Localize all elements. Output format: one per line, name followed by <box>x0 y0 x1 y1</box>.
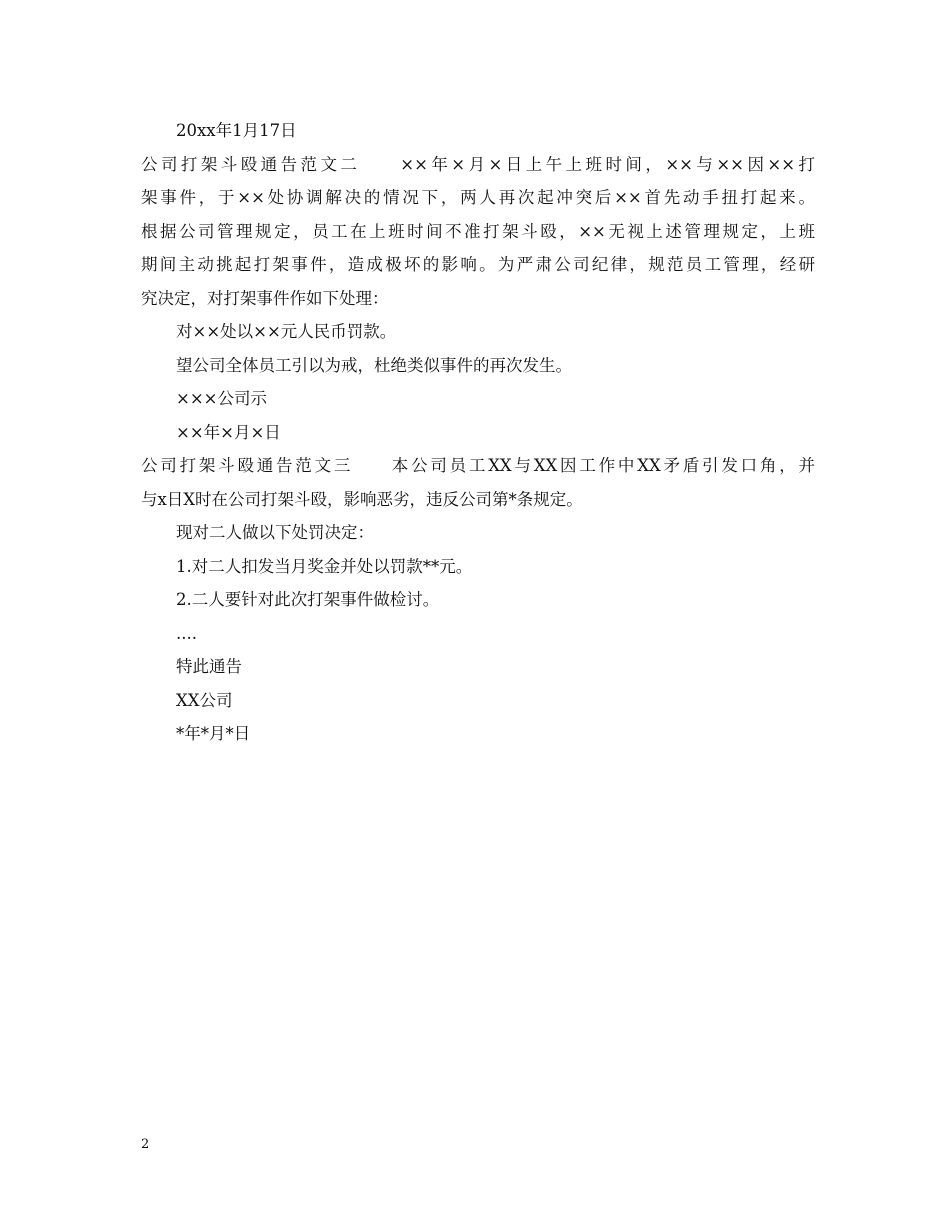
decision-intro: 现对二人做以下处罚决定： <box>176 523 374 542</box>
notice-two-paragraph-line: 架事件，于××处协调解决的情况下，两人再次起冲突后××首先动手扭打起来。 <box>141 188 815 207</box>
warning-line: 望公司全体员工引以为戒，杜绝类似事件的再次发生。 <box>176 355 572 375</box>
notice-two-paragraph-line: 公司打架斗殴通告范文二 ××年×月×日上午上班时间，××与××因××打 <box>141 154 815 174</box>
document-body <box>141 114 815 751</box>
notice-two-paragraph-line: 期间主动挑起打架事件，造成极坏的影响。为严肃公司纪律，规范员工管理，经研 <box>141 255 815 274</box>
closing-line: 特此通告 <box>176 657 242 676</box>
notice-three-date: *年*月*日 <box>176 724 251 743</box>
notice-three-paragraph-line: 与x日X时在公司打架斗殴，影响恶劣，违反公司第*条规定。 <box>141 489 583 509</box>
company-line: XX公司 <box>176 690 233 710</box>
decision-item-2: 2.二人要针对此次打架事件做检讨。 <box>176 590 440 609</box>
decision-item-1: 1.对二人扣发当月奖金并处以罚款**元。 <box>176 556 473 576</box>
ellipsis-line: .... <box>176 623 197 643</box>
page-number: 2 <box>141 1137 150 1152</box>
penalty-line: 对××处以××元人民币罚款。 <box>176 322 397 341</box>
notice-three-paragraph-line: 公司打架斗殴通告范文三 本公司员工XX与XX因工作中XX矛盾引发口角，并 <box>141 456 815 475</box>
notice-two-paragraph-line: 究决定，对打架事件作如下处理： <box>141 288 389 308</box>
notice-two-date: ××年×月×日 <box>176 422 281 442</box>
notice-two-paragraph-line: 根据公司管理规定，员工在上班时间不准打架斗殴，××无视上述管理规定，上班 <box>141 221 815 241</box>
signature-line: ×××公司示 <box>176 389 267 408</box>
date-line: 20xx年1月17日 <box>176 121 297 140</box>
